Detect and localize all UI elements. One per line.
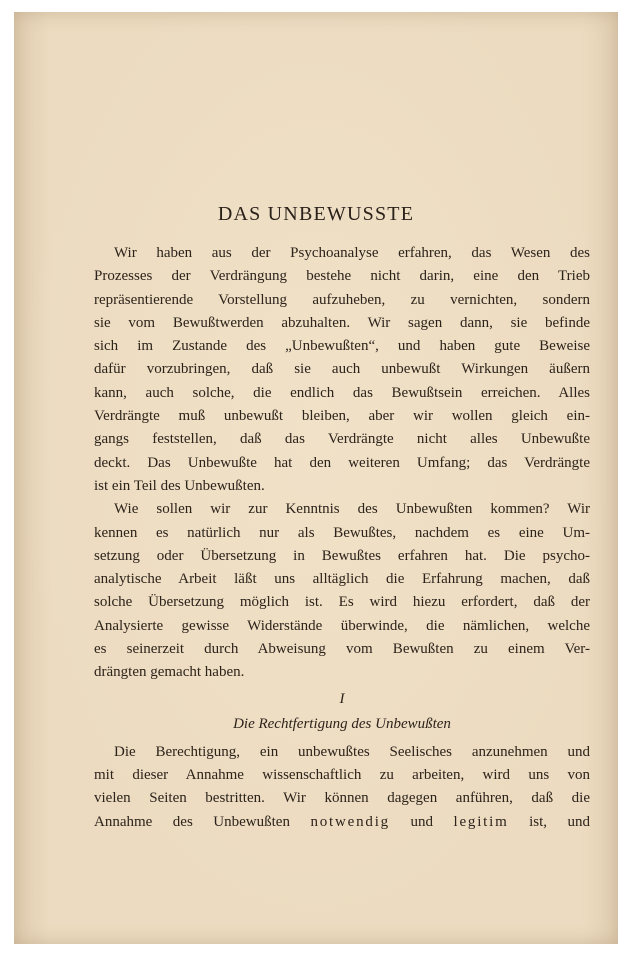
text-body [94,242,590,834]
emphasized-word: legitim [453,813,509,830]
text-line: dafür vorzubringen, daß sie auch unbewußt Wirkungen äußern [94,361,590,378]
text-line: sie vom Bewußtwerden abzuhalten. Wir sagen dann, sie befinde [94,314,590,331]
section-number: I [339,690,345,707]
paragraph-2 [94,498,590,684]
text-line: kennen es natürlich nur als Bewußtes, nachdem es eine Um- [94,524,590,541]
text-line: analytische Arbeit läßt uns alltäglich die Erfahrung machen, daß [94,571,590,588]
book-page [14,12,618,944]
text-line: kann, auch solche, die endlich das Bewußtsein erreichen. Alles [94,384,590,401]
text-line: repräsentierende Vorstellung aufzuheben, zu vernichten, sondern [94,291,590,308]
text-line: Verdrängte muß unbewußt bleiben, aber wir wollen gleich ein- [94,408,590,425]
text-fragment: ist, und [508,813,591,830]
text-line: Wie sollen wir zur Kenntnis des Unbewußten kommen? Wir [114,501,590,518]
emphasized-word: notwendig [310,813,390,830]
page-title: DAS UNBEWUSSTE [217,203,415,225]
text-line: vielen Seiten bestritten. Wir können dagegen anführen, daß die [94,790,590,807]
section-title: Die Rechtfertigung des Unbewußten [233,715,451,732]
text-line: Die Berechtigung, ein unbewußtes Seelisches anzunehmen und [114,743,590,760]
text-line: deckt. Das Unbewußte hat den weiteren Umfang; das Verdrängte [94,454,590,471]
text-line: gangs feststellen, daß das Verdrängte nicht alles Unbewußte [94,431,590,448]
text-line: setzung oder Übersetzung in Bewußtes erfahren hat. Die psycho- [94,547,590,564]
paragraph-3 [94,741,590,834]
text-line: Prozesses der Verdrängung bestehe nicht darin, eine den Trieb [94,268,590,285]
text-fragment: und [389,813,454,830]
text-line: Wir haben aus der Psychoanalyse erfahren, das Wesen des [114,245,590,261]
text-line: mit dieser Annahme wissenschaftlich zu arbeiten, wird uns von [94,766,590,783]
text-line: Analysierte gewisse Widerstände überwinde, die nämlichen, welche [94,617,590,634]
text-line: drängten gemacht haben. [94,664,245,681]
text-line: sich im Zustande des „Unbewußten“, und haben gute Beweise [94,338,590,355]
text-fragment: Annahme des Unbewußten [94,813,311,830]
text-line: ist ein Teil des Unbewußten. [94,477,265,494]
paragraph-1 [94,242,590,498]
text-line: es seinerzeit durch Abweisung vom Bewußten zu einem Ver- [94,641,590,658]
text-line [94,811,590,834]
text-line: solche Übersetzung möglich ist. Es wird hiezu erfordert, daß der [94,594,590,611]
